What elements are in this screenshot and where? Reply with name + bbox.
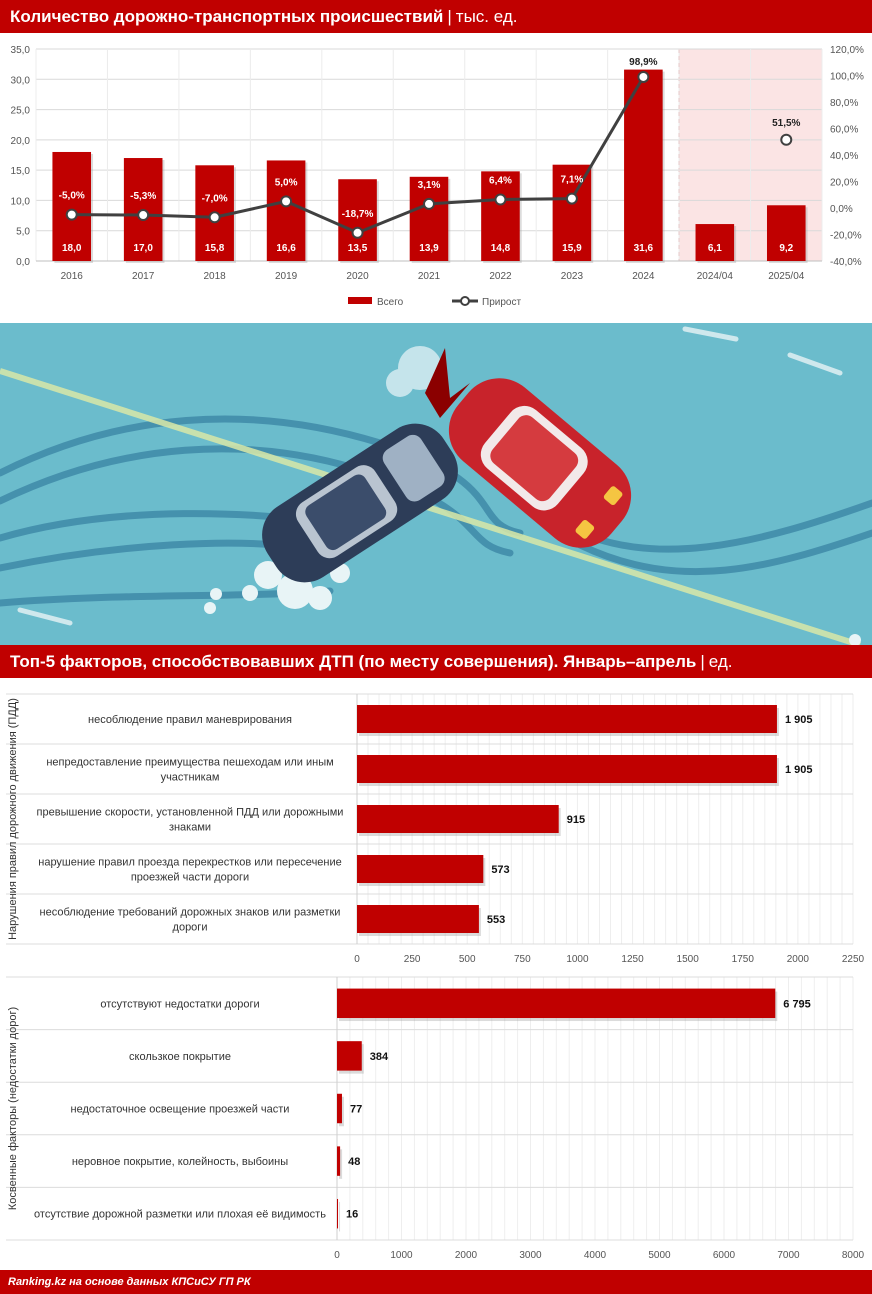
- accidents-combo-chart: [0, 33, 872, 323]
- bar: [337, 989, 775, 1018]
- x-tick-label: 2018: [203, 271, 226, 282]
- bar-value-label: 6,1: [707, 243, 722, 254]
- bar-value-label: 31,6: [633, 243, 654, 254]
- x-tick-label: 2022: [489, 271, 512, 282]
- x-tick-label: 0: [334, 1250, 340, 1261]
- bar: [337, 1199, 338, 1228]
- growth-point: [567, 194, 577, 204]
- growth-point: [210, 212, 220, 222]
- factors-title-banner: [0, 645, 872, 678]
- category-label: отсутствуют недостатки дороги: [100, 998, 260, 1011]
- y-tick-label: 30,0: [10, 75, 30, 87]
- bar-value-label: 573: [491, 864, 510, 876]
- growth-value-label: 3,1%: [417, 179, 441, 191]
- bar-value-label: 14,8: [490, 243, 511, 254]
- chart-unit: тыс. ед.: [455, 6, 518, 26]
- bar-value-label: 9,2: [779, 243, 794, 254]
- title-separator: |: [447, 6, 452, 26]
- bar-shadow: [339, 1202, 340, 1231]
- growth-value-label: 7,1%: [560, 174, 584, 186]
- pdd-group-label: Нарушения правил дорожного движения (ПДД): [7, 698, 19, 940]
- x-tick-label: 3000: [519, 1250, 542, 1261]
- pdd-violations-chart: [0, 678, 872, 968]
- growth-value-label: 51,5%: [772, 117, 801, 129]
- x-tick-label: 250: [403, 954, 421, 965]
- x-tick-label: 7000: [777, 1250, 800, 1261]
- bar-value-label: 48: [348, 1156, 361, 1169]
- growth-point: [495, 195, 505, 205]
- y2-tick-label: 40,0%: [830, 151, 859, 162]
- category-label: недостаточное освещение проезжей части: [70, 1103, 290, 1116]
- x-tick-label: 500: [458, 954, 476, 965]
- factors-unit: ед.: [708, 651, 733, 671]
- x-tick-label: 1000: [390, 1250, 413, 1261]
- bar-value-label: 13,9: [419, 243, 439, 254]
- x-tick-label: 750: [513, 954, 531, 965]
- footer-source: Ranking.kz на основе данных КПСиСУ ГП РК: [8, 1276, 251, 1288]
- x-tick-label: 2021: [417, 271, 441, 282]
- legend-marker-growth: [461, 297, 469, 305]
- car-crash-illustration: [0, 323, 872, 645]
- x-tick-label: 2017: [132, 271, 155, 282]
- y2-tick-label: 80,0%: [830, 98, 859, 109]
- x-tick-label: 2024/04: [696, 271, 733, 282]
- y2-tick-label: 100,0%: [830, 71, 864, 83]
- factors-title-separator: |: [700, 651, 705, 671]
- x-tick-label: 2016: [60, 271, 83, 282]
- category-label: отсутствие дорожной разметки или плохая её видимость: [34, 1208, 326, 1221]
- y2-tick-label: 60,0%: [830, 124, 859, 136]
- bar-value-label: 1 905: [784, 714, 813, 726]
- x-tick-label: 8000: [841, 1250, 865, 1261]
- x-tick-label: 2025/04: [768, 271, 805, 282]
- bar: [357, 805, 559, 833]
- x-tick-label: 2024: [632, 271, 655, 282]
- growth-point: [67, 210, 77, 220]
- bar: [357, 855, 483, 883]
- bar-value-label: 15,8: [204, 243, 225, 254]
- legend-swatch-total: [348, 297, 372, 304]
- bar: [337, 1146, 340, 1175]
- bar-value-label: 16: [346, 1208, 359, 1221]
- growth-value-label: 5,0%: [274, 177, 298, 189]
- growth-point: [138, 210, 148, 220]
- y-tick-label: 25,0: [10, 105, 30, 117]
- bar-value-label: 16,6: [276, 243, 296, 254]
- bar-value-label: 18,0: [61, 243, 82, 254]
- bar-value-label: 15,9: [562, 243, 582, 254]
- bar: [357, 905, 479, 933]
- growth-point: [281, 196, 291, 206]
- bar: [357, 705, 777, 733]
- category-label: превышение скорости, установленной ПДД или дорожными: [36, 806, 344, 819]
- x-tick-label: 2000: [786, 954, 810, 965]
- x-tick-label: 1250: [621, 954, 644, 965]
- bar-value-label: 384: [369, 1050, 389, 1063]
- category-label: дороги: [172, 921, 208, 934]
- growth-value-label: -7,0%: [201, 193, 228, 205]
- growth-point: [353, 228, 363, 238]
- growth-value-label: -5,0%: [58, 190, 85, 202]
- road-group-label: Косвенные факторы (недостатки дорог): [7, 1006, 19, 1211]
- x-tick-label: 2000: [454, 1250, 478, 1261]
- growth-value-label: -18,7%: [341, 208, 374, 220]
- x-tick-label: 6000: [712, 1250, 736, 1261]
- road-defects-chart: [0, 968, 872, 1268]
- bar-value-label: 6 795: [783, 998, 811, 1011]
- bar: [357, 755, 777, 783]
- chart-title: Количество дорожно-транспортных происшествий: [10, 6, 444, 26]
- category-label: скользкое покрытие: [129, 1050, 231, 1063]
- y-tick-label: 0,0: [16, 257, 30, 268]
- y-tick-label: 5,0: [16, 226, 30, 238]
- growth-point: [781, 135, 791, 145]
- bar-value-label: 915: [566, 814, 586, 826]
- bar-value-label: 77: [349, 1103, 363, 1116]
- footer-banner: [0, 1270, 872, 1294]
- x-tick-label: 2019: [274, 271, 298, 282]
- x-tick-label: 4000: [583, 1250, 607, 1261]
- x-tick-label: 2023: [560, 271, 584, 282]
- y2-tick-label: -40,0%: [830, 257, 862, 268]
- chart-title-banner: [0, 0, 872, 33]
- y-tick-label: 10,0: [10, 196, 30, 208]
- legend-label-total: Всего: [377, 297, 404, 308]
- x-tick-label: 1000: [566, 954, 589, 965]
- category-label: участникам: [160, 771, 220, 784]
- x-tick-label: 0: [354, 954, 360, 965]
- category-label: несоблюдение требований дорожных знаков или разметки: [39, 906, 341, 919]
- growth-point: [424, 199, 434, 209]
- growth-value-label: 6,4%: [489, 175, 512, 187]
- y-tick-label: 15,0: [10, 166, 30, 178]
- x-tick-label: 1750: [731, 954, 754, 965]
- bar-value-label: 13,5: [347, 243, 368, 254]
- category-label: проезжей части дороги: [130, 871, 250, 884]
- bar-value-label: 17,0: [133, 243, 153, 254]
- growth-value-label: 98,9%: [629, 56, 658, 68]
- factors-title: Топ-5 факторов, способствовавших ДТП (по месту совершения). Январь–апрель: [10, 651, 697, 671]
- bar: [337, 1041, 362, 1070]
- category-label: непредоставление преимущества пешеходам или иным: [46, 756, 334, 769]
- y2-tick-label: 0,0%: [830, 204, 853, 215]
- category-label: несоблюдение правил маневрирования: [88, 714, 292, 726]
- growth-point: [638, 72, 648, 82]
- y2-tick-label: -20,0%: [830, 230, 862, 242]
- y-tick-label: 35,0: [10, 45, 30, 56]
- category-label: неровное покрытие, колейность, выбоины: [71, 1156, 289, 1169]
- y2-tick-label: 20,0%: [830, 177, 859, 189]
- x-tick-label: 1500: [676, 954, 699, 965]
- growth-value-label: -5,3%: [130, 191, 157, 203]
- bar-value-label: 1 905: [784, 764, 813, 776]
- category-label: знаками: [168, 821, 212, 834]
- legend-label-growth: Прирост: [482, 297, 522, 308]
- x-tick-label: 2250: [841, 954, 865, 965]
- x-tick-label: 2020: [346, 271, 369, 282]
- bar: [337, 1094, 342, 1123]
- category-label: нарушение правил проезда перекрестков или пересечение: [38, 856, 342, 869]
- y2-tick-label: 120,0%: [830, 45, 864, 56]
- bar-value-label: 553: [486, 914, 506, 926]
- y-tick-label: 20,0: [10, 135, 30, 147]
- x-tick-label: 5000: [648, 1250, 671, 1261]
